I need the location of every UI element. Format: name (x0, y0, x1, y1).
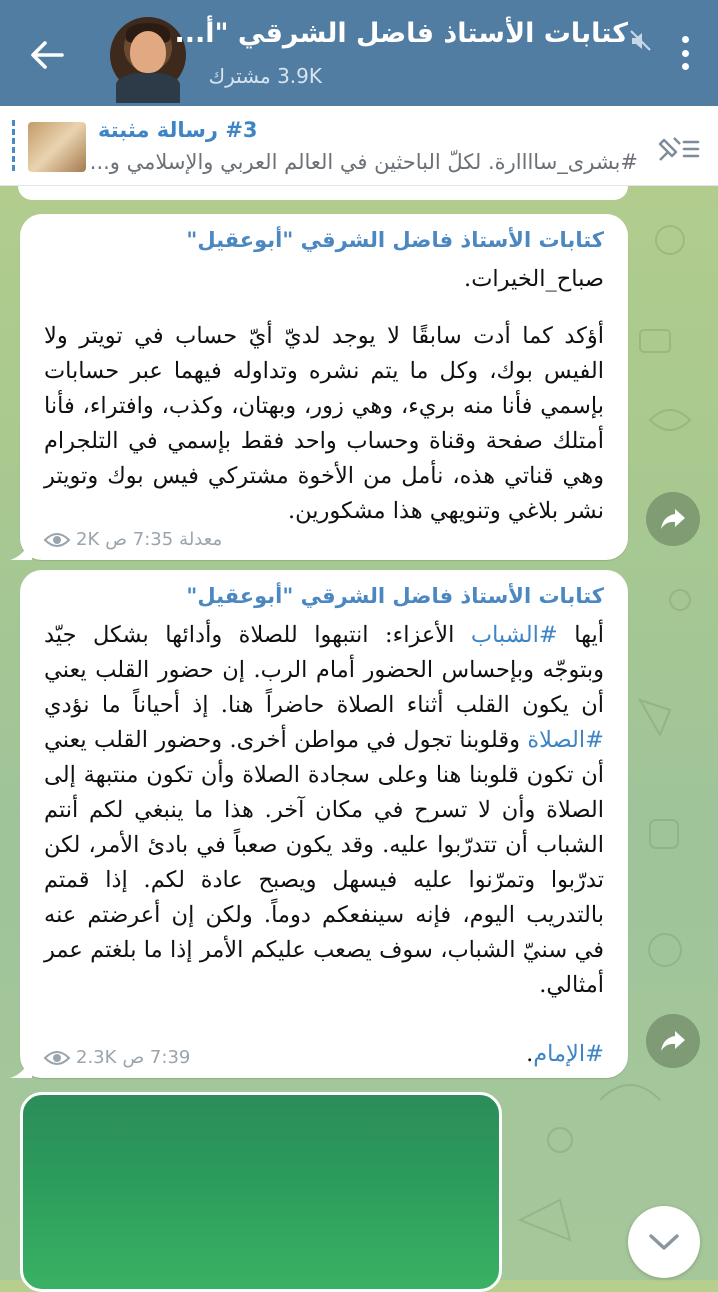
pinned-indicator (12, 120, 15, 172)
hashtag-link[interactable]: #الصلاة (527, 727, 604, 753)
message-time: 7:39 ص (122, 1047, 191, 1068)
channel-title[interactable]: كتابات الأستاذ فاضل الشرقي "أ... (174, 18, 628, 49)
message-text: أيها #الشباب الأعزاء: انتبهوا للصلاة وأدائها بشكل جيّد وبتوجّه وبإحساس الحضور أمام الرب. إن حضور القلب يعني أن يكون القلب أثناء الصلاة حاضراً هنا. إذ أحياناً ما نؤدي #الصلاة وقلوبنا تجول في مواطن أخرى. وحضور القلب يعني أن تكون قلوبنا هنا وعلى سجادة الصلاة وأن تكون منتبهة إلى الصلاة وأن لا تسرح في مكان آخر. هذا ما ينبغي لكم أنتم الشباب أن تتدرّبوا عليه. وقد يكون صعباً في بادئ الأمر، لكن تدرّبوا وتمرّنوا عليه فيسهل ويصبح عادة لكم. إذا قمتم بالتدريب اليوم، فإنه سينفعكم دوماً. ولكن إن أعرضتم عنه في سنيّ الشباب، سوف يصعب عليكم الأمر إذا ما بلغتم عمر أمثالي. (44, 622, 604, 998)
view-count: 2K (76, 529, 100, 550)
chat-header (0, 0, 718, 106)
pinned-preview: #بشرى_ساااارة. لكلّ الباحثين في العالم العربي والإسلامي و... (89, 150, 638, 174)
share-arrow-icon (660, 1030, 686, 1052)
hashtag-link[interactable]: #الشباب (470, 622, 558, 648)
message-time: 7:35 ص (105, 529, 174, 550)
message-meta (44, 529, 222, 550)
message-text: أؤكد كما أدت سابقًا لا يوجد لديّ أيّ حساب في تويتر ولا الفيس بوك، وكل ما يتم نشره وتداوله فيهما عبر حسابات بإسمي فأنا منه بريء، وهي زور، وبهتان، وكذب، وافتراء، فأنا أمتلك صفحة وقناة وحساب واحد فقط بإسمي في التلجرام وهي قناتي هذه، نأمل من الأخوة مشتركي فيس بوك وتويتر نشر بلاغي وتنويهي هذا مشكورين. (44, 323, 604, 524)
views-eye-icon (44, 532, 70, 548)
bubble-tail (10, 1056, 32, 1078)
message-bubble[interactable] (20, 214, 628, 560)
subscriber-count: 3.9K مشترك (208, 64, 322, 88)
bubble-tail (10, 538, 32, 560)
message-sender[interactable]: كتابات الأستاذ فاضل الشرقي "أبوعقيل" (186, 228, 604, 252)
message-tag-line: #الإمام. (526, 1041, 604, 1067)
forward-button[interactable] (646, 492, 700, 546)
share-arrow-icon (660, 508, 686, 530)
scroll-to-bottom-button[interactable] (628, 1206, 700, 1278)
message-bubble[interactable] (20, 570, 628, 1078)
media-message-image[interactable] (20, 1092, 502, 1292)
message-meta (44, 1047, 190, 1068)
pin-list-icon[interactable] (654, 132, 700, 164)
message-sender[interactable]: كتابات الأستاذ فاضل الشرقي "أبوعقيل" (186, 584, 604, 608)
previous-message-edge (18, 186, 628, 200)
edited-label: معدلة (179, 529, 223, 550)
pinned-thumbnail (28, 122, 86, 172)
hashtag-link[interactable]: #الإمام (533, 1041, 604, 1067)
pinned-title: #3 رسالة مثبتة (98, 118, 258, 142)
views-eye-icon (44, 1050, 70, 1066)
message-greeting: صباح_الخيرات. (464, 266, 604, 292)
kebab-menu-icon[interactable] (680, 36, 690, 70)
chevron-down-icon (648, 1232, 680, 1252)
view-count: 2.3K (76, 1047, 117, 1068)
muted-speaker-icon (628, 28, 654, 54)
pinned-message-bar[interactable] (0, 106, 718, 186)
back-button[interactable] (22, 30, 72, 80)
forward-button[interactable] (646, 1014, 700, 1068)
arrow-left-icon (30, 40, 64, 70)
